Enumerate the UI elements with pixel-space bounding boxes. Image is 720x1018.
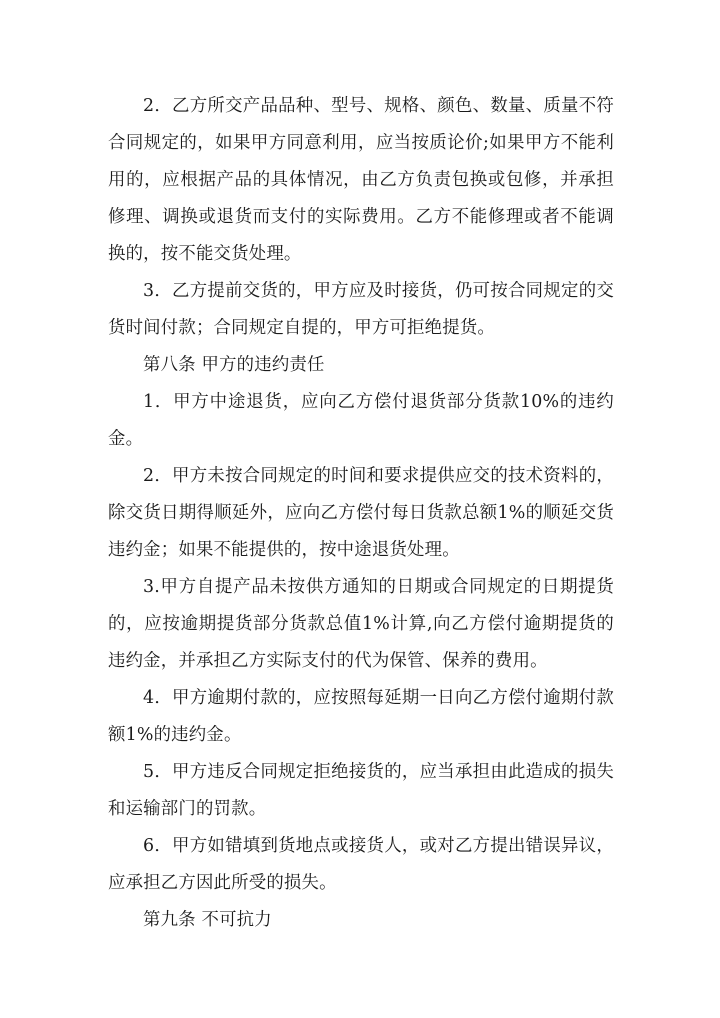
clause-8-5-paragraph: 5．甲方违反合同规定拒绝接货的，应当承担由此造成的损失和运输部门的罚款。: [108, 762, 614, 819]
clause-8-3-paragraph: 3.甲方自提产品未按供方通知的日期或合同规定的日期提货的，应按逾期提货部分货款总值1%计算,向乙方偿付逾期提货的违约金，并承担乙方实际支付的代为保管、保养的费用。: [108, 577, 614, 671]
clause-7-3-paragraph: 3．乙方提前交货的，甲方应及时接货，仍可按合同规定的交货时间付款；合同规定自提的，甲方可拒绝提货。: [108, 281, 614, 338]
document-body: [108, 88, 614, 939]
clause-8-1-paragraph: 1．甲方中途退货，应向乙方偿付退货部分货款10%的违约金。: [108, 392, 614, 449]
clause-8-4-paragraph: 4．甲方逾期付款的，应按照每延期一日向乙方偿付逾期付款额1%的违约金。: [108, 688, 614, 745]
clause-8-2-paragraph: 2．甲方未按合同规定的时间和要求提供应交的技术资料的，除交货日期得顺延外，应向乙方偿付每日货款总额1%的顺延交货违约金；如果不能提供的，按中途退货处理。: [108, 466, 614, 560]
article-9-heading: 第九条 不可抗力: [143, 910, 272, 930]
clause-8-6-paragraph: 6．甲方如错填到货地点或接货人，或对乙方提出错误异议，应承担乙方因此所受的损失。: [108, 836, 614, 893]
article-8-heading: 第八条 甲方的违约责任: [143, 355, 325, 375]
clause-7-2-paragraph: 2．乙方所交产品品种、型号、规格、颜色、数量、质量不符合同规定的，如果甲方同意利用，应当按质论价;如果甲方不能利用的，应根据产品的具体情况，由乙方负责包换或包修，并承担修理、调换或退货而支付的实际费用。乙方不能修理或者不能调换的，按不能交货处理。: [108, 96, 614, 264]
